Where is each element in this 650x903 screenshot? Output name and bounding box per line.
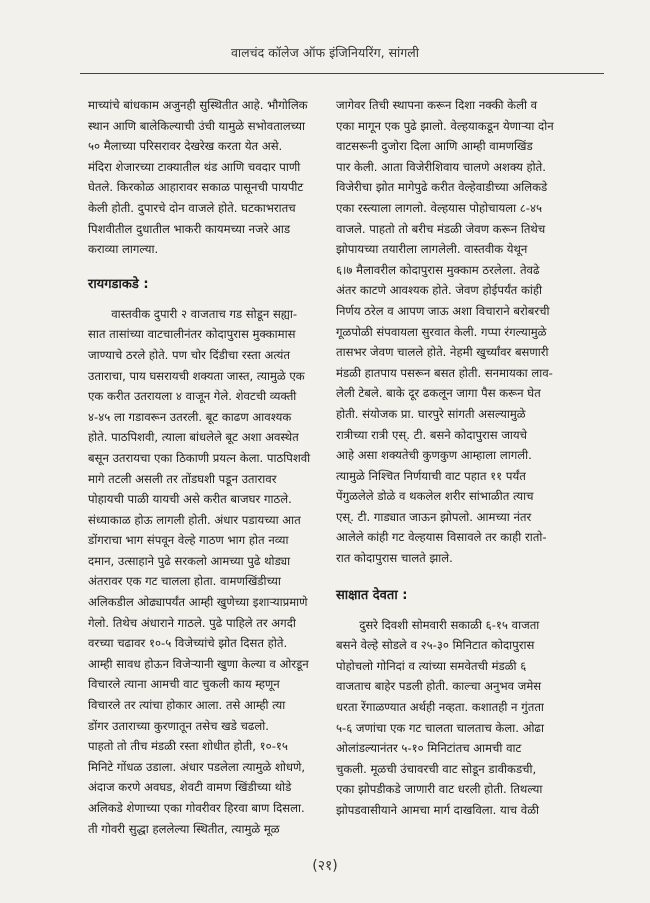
page-number: (२१) — [312, 858, 338, 874]
paragraph: दुसरे दिवशी सोमवारी सकाळी ६-१५ वाजता बसने वेल्हे सोडले व २५-३० मिनिटात कोदापुरास पोहोचलो गोनिदां व त्यांच्या समवेतची मंडळी ६ वाजताच बाहेर पडली होती. काल्चा अनुभव जमेस धरता रेंगाळण्यात अर्थही नव्हता. कशातही न गुंतता ५-६ जणांचा एक गट चालता चालताच केला. ओढा ओलांडल्यानंतर ५-१० मिनिटांतच आमची वाट चुकली. मूळची उंचावरची वाट सोडून डावीकडची, एका झोपडीकडे जाणारी वाट धरली होती. तिथल्या झोपडवासीयाने आमचा मार्ग दाखविला. याच वेळी — [336, 617, 544, 817]
running-header: वालचंद कॉलेज ऑफ इंजिनियरिंग, सांगली — [230, 45, 420, 60]
section-heading-raigad: रायगडाकडे : — [88, 276, 149, 292]
section-heading-sakshat-devta: साक्षात देवता : — [336, 587, 408, 603]
paragraph: वास्तवीक दुपारी २ वाजताच गड सोडून सह्या- सात तासांच्या वाटचालीनंतर कोदापुरास मुक्कामास जाण्याचे ठरले होते. पण चोर दिंडीचा रस्ता अत्यंत उताराचा, पाय घसरायची शक्यता जास्त, त्यामुळे एक एक करीत उतरायला ४ वाजून गेले. शेवटची व्यक्ती ४-४५ ला गडावरून उतरली. बूट काढण आवश्यक होते. पाठपिशवी, त्याला बांधलेले बूट अशा अवस्थेत बसून उतरायचा एका ठिकाणी प्रयत्न केला. पाठपिशवी मागे तटली असली तर तोंडघशी पडून उतारावर पोहायची पाळी यायची असे करीत बाजघर गाठले. संध्याकाळ होऊ लागली होती. अंधार पडायच्या आत डोंगराचा भाग संपवून वेल्हे गाठण भाग होत नव्या दमान, उत्साहाने पुढे सरकलो आमच्या पुढे थोड्या अंतरावर एक गट चालला होता. वामणखिंडीच्या अलिकडील ओढ्यापर्यंत आम्ही खुणेच्या इशाऱ्याप्रमाणे गेलो. तिथेच अंधाराने गाठले. पुढे पाहिले तर अगदी वरच्या चढावर १०-५ विजेच्यांचे झोत दिसत होते. आम्ही सावध होऊन विजेऱ्यानी खुणा केल्या व ओरडून विचारले त्याना आमची वाट चुकली काय म्हणून विचारले तर त्यांचा होकार आला. तसे आम्ही त्या डोंगर उताराच्या कुरणातून तसेच खडे चढलो. पाहतो तो तीच मंडळी रस्ता शोधीत होती, १०-१५ मिनिटे गोंधळ उडाला. अंधार पडलेला त्यामुळे शोधणे, अंदाज करणे अवघड, शेवटी वामण खिंडीच्या थोडे अलिकडे शेणाच्या एका गोवरीवर हिरवा बाण दिसला. ती गोवरी सुद्धा हललेल्या स्थितीत, त्यामुळे मूळ — [88, 306, 311, 836]
paragraph: जागेवर तिची स्थापना करून दिशा नक्की केली व एका मागून एक पुढे झालो. वेल्हयाकडून येणाऱ्या दोन वाटसरूनी दुजोरा दिला आणि आम्ही वामणखिंड पार केली. आता विजेरीशिवाय चालणे अशक्य होते. विजेरीचा झोत मागेपुढे करीत वेल्हेवाडीच्या अलिकडे एका रस्त्याला लागलो. वेल्हयास पोहोचायला ८-४५ वाजले. पाहतो तो बरीच मंडळी जेवण करून तिथेच झोपायच्या तयारीला लागलेली. वास्तवीक येथून ६।७ मैलावरील कोदापुरास मुक्काम ठरलेला. तेवढे अंतर काटणे आवश्यक होते. जेवण होईपर्यंत कांही निर्णय ठरेल व आपण जाऊ अशा विचाराने बरोबरची गूळपोळी संपवायला सुरवात केली. गप्पा रंगल्यामुळे तासभर जेवण चालले होते. नेहमी खुर्च्यांवर बसणारी मंडळी हातपाय पसरून बसत होती. सनमायका लाव- लेली टेबले. बाके दूर ढकलून जागा पैस करून घेत होती. संयोजक प्रा. घारपुरे सांगती असल्यामुळे रात्रीच्या रात्री एस्. टी. बसने कोदापुरास जायचे आहे असा शक्यतेची कुणकुण आम्हाला लागली. त्यामुळे निश्चित निर्णयाची वाट पहात ११ पर्यंत पेंगुळलेले डोळे व थकलेल शरीर सांभाळीत त्याच एस्. टी. गाड्यात जाऊन झोपलो. आमच्या नंतर आलेले कांही गट वेल्हयास विसावले तर काही रातो- रात कोदापुरास चालते झाले. — [336, 98, 554, 566]
left-column — [88, 95, 316, 839]
paragraph: माच्यांचे बांधकाम अजुनही सुस्थितीत आहे. भौगोलिक स्थान आणि बालेकिल्याची उंची यामुळे सभोवतालच्या ५० मैलाच्या परिसरावर देखरेख करता येत असे. मंदिरा शेजारच्या टाक्यातील थंड आणि चवदार पाणी घेतले. किरकोळ आहारावर सकाळ पासूनची पायपीट केली होती. दुपारचे दोन वाजले होते. घटकाभरातच पिशवीतील दुधातील भाकरी कायमच्या नजरे आड कराव्या लागल्या. — [88, 98, 308, 257]
header-rule — [80, 73, 604, 74]
right-column — [336, 95, 584, 821]
